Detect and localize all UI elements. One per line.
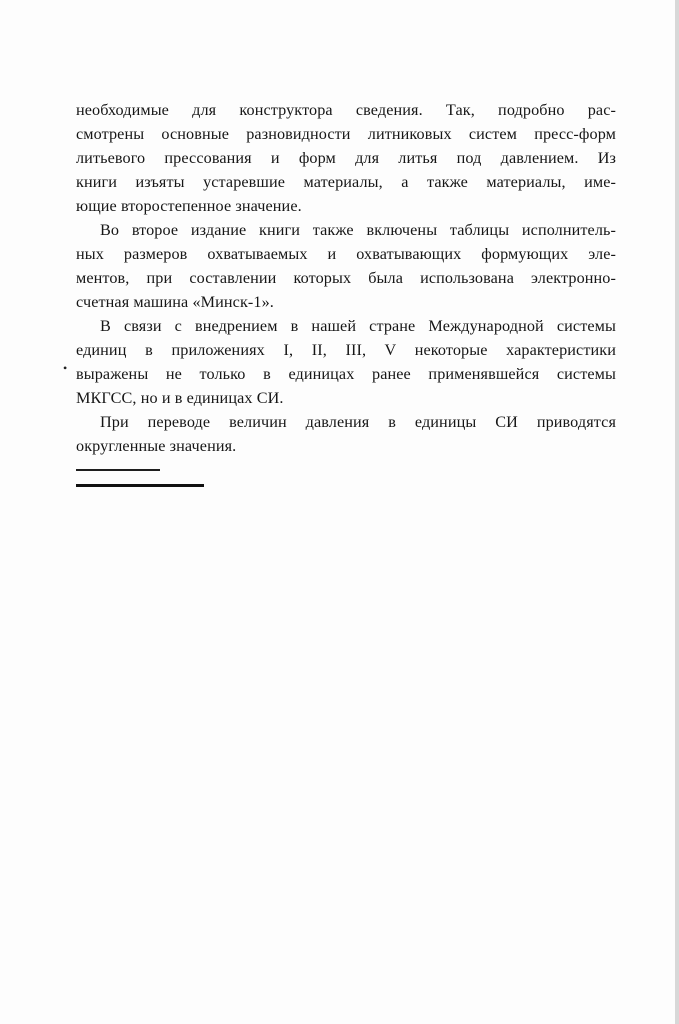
text-line: При переводе величин давления в единицы СИ приводятся bbox=[100, 413, 616, 431]
text-line: В связи с внедрением в нашей стране Международной системы bbox=[100, 317, 616, 335]
text-line: МКГСС, но и в единицах СИ. bbox=[76, 389, 284, 407]
paragraph-1 bbox=[76, 98, 616, 218]
paragraph-4 bbox=[76, 410, 616, 458]
text-line: ментов, при составлении которых была использована электронно- bbox=[76, 269, 616, 287]
body-text bbox=[76, 98, 616, 458]
text-line: единиц в приложениях I, II, III, V некоторые характеристики bbox=[76, 341, 616, 359]
paragraph-2 bbox=[76, 218, 616, 314]
text-line: книги изъяты устаревшие материалы, а также материалы, име- bbox=[76, 173, 616, 191]
text-line: ющие второстепенное значение. bbox=[76, 197, 302, 215]
text-line: ных размеров охватываемых и охватывающих формующих эле- bbox=[76, 245, 616, 263]
page-edge bbox=[675, 0, 679, 1024]
text-line: выражены не только в единицах ранее применявшейся системы bbox=[76, 365, 616, 383]
text-line: счетная машина «Минск-1». bbox=[76, 293, 274, 311]
text-line: литьевого прессования и форм для литья под давлением. Из bbox=[76, 149, 616, 167]
paragraph-3 bbox=[76, 314, 616, 410]
margin-bullet-mark: • bbox=[63, 361, 68, 375]
text-line: необходимые для конструктора сведения. Так, подробно рас- bbox=[76, 101, 616, 119]
text-line: Во второе издание книги также включены таблицы исполнитель- bbox=[100, 221, 616, 239]
text-line: смотрены основные разновидности литниковых систем пресс-форм bbox=[76, 125, 616, 143]
text-line: округленные значения. bbox=[76, 437, 237, 455]
end-rule-long bbox=[76, 484, 204, 487]
end-rule-short bbox=[76, 469, 160, 471]
